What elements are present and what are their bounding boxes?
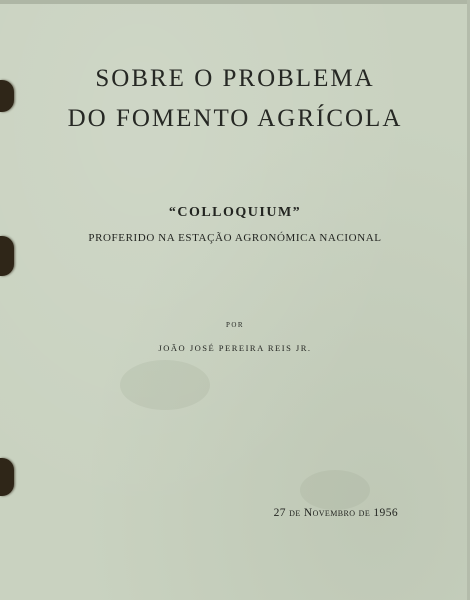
paper-stain xyxy=(300,470,370,510)
author-name: JOÃO JOSÉ PEREIRA REIS JR. xyxy=(158,343,312,353)
paper-top-edge xyxy=(0,0,470,4)
binding-hole-bottom xyxy=(0,458,14,496)
subtitle-colloquium: “COLLOQUIUM” xyxy=(168,205,302,220)
subtitle-detail: PROFERIDO NA ESTAÇÃO AGRONÓMICA NACIONAL xyxy=(88,232,382,244)
title-line-2: DO FOMENTO AGRÍCOLA xyxy=(67,105,403,132)
by-label: POR xyxy=(225,321,245,329)
title-line-1: SOBRE O PROBLEMA xyxy=(95,65,375,92)
publication-date: 27 de Novembro de 1956 xyxy=(273,507,398,519)
paper-stain xyxy=(120,360,210,410)
